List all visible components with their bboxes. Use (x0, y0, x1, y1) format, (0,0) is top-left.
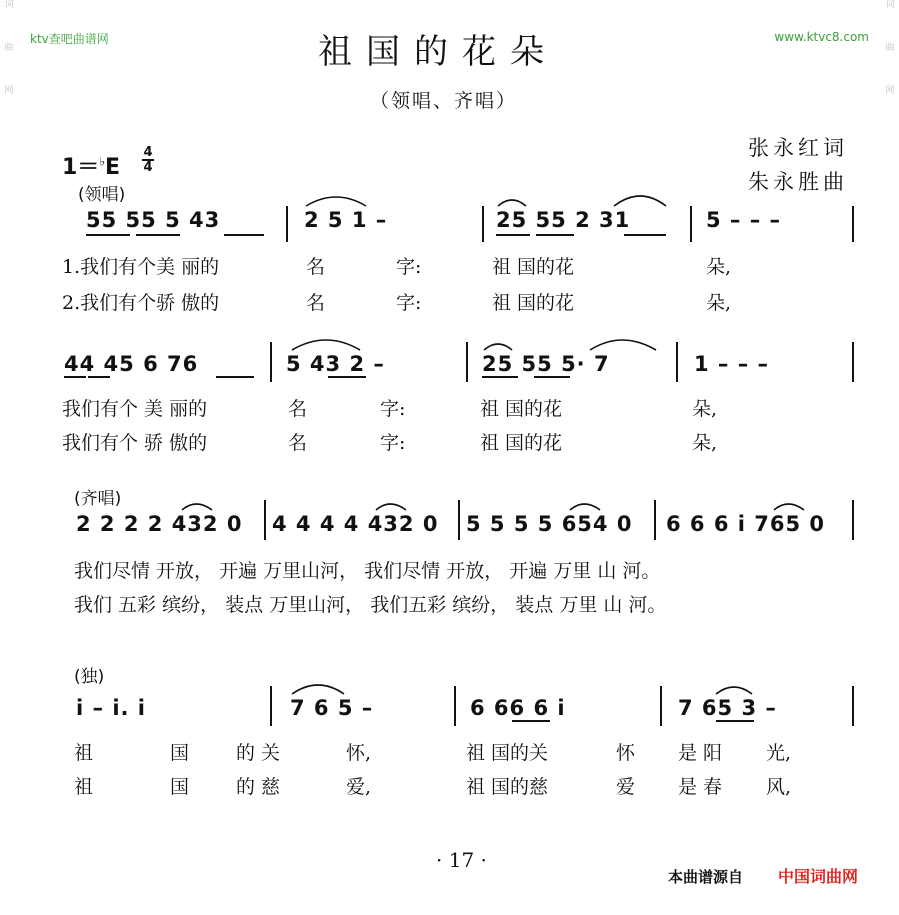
site-right-label[interactable]: www.ktvc8.com (774, 30, 869, 44)
lyric-verse2: 爱, (346, 776, 372, 798)
watermark-right: 词 曲 网 (885, 0, 895, 96)
notes-measure: 44 45 6 76 (64, 352, 199, 376)
lyric-verse1: 字: (396, 256, 422, 278)
lyric-verse1: 朵, (692, 398, 718, 420)
lyric-verse1: 字: (380, 398, 406, 420)
lyric-verse2: 名 (288, 432, 308, 454)
lyric-verse1: 国 (170, 742, 190, 764)
notes-measure: 7 65 3 – (678, 696, 777, 720)
notes-measure: 6 66 6 i (470, 696, 566, 720)
lyric-verse2: 祖 国的花 (492, 292, 575, 314)
time-signature: 4 4 (143, 145, 153, 175)
watermark-left: 词 曲 网 (4, 0, 14, 96)
notes-measure: 25 55 2 31 (496, 208, 631, 232)
notes-measure: 5 43 2 – (286, 352, 385, 376)
composer-credit: 朱永胜曲 (748, 170, 848, 194)
page-number: · 17 · (436, 848, 487, 872)
lyric-verse2: 朵, (692, 432, 718, 454)
lyric-verse1: 祖 国的花 (492, 256, 575, 278)
lyric-verse1: 祖 国的关 (466, 742, 549, 764)
lyric-verse2: 我们 五彩 缤纷， 装点 万里山河， 我们五彩 缤纷， 装点 万里 山 河。 (74, 594, 667, 616)
source-label: 本曲谱源自 (668, 868, 744, 886)
song-title: 祖国的花朵 (318, 32, 558, 72)
lyric-verse2: 祖 国的花 (480, 432, 563, 454)
notes-measure: 5 5 5 5 654 0 (466, 512, 633, 536)
section-label-solo: (独) (74, 667, 105, 687)
lyric-verse1: 是 阳 (678, 742, 723, 764)
lyric-verse1: 怀 (616, 742, 636, 764)
source-brand-link[interactable]: 中国词曲网 (778, 867, 859, 886)
lyric-verse1: 光, (766, 742, 792, 764)
key-signature: 1＝♭E (62, 154, 121, 180)
lyric-verse1: 1.我们有个美 丽的 (62, 256, 220, 278)
notes-measure: 2 2 2 2 432 0 (76, 512, 243, 536)
lyric-verse1: 名 (306, 256, 326, 278)
lyric-verse2: 我们有个 骄 傲的 (62, 432, 208, 454)
lyric-verse2: 名 (306, 292, 326, 314)
notes-measure: 7 6 5 – (290, 696, 374, 720)
lyric-verse2: 字: (380, 432, 406, 454)
lyric-verse1: 祖 国的花 (480, 398, 563, 420)
lyric-verse2: 祖 国的慈 (466, 776, 549, 798)
lyric-verse2: 国 (170, 776, 190, 798)
notes-measure: 6 6 6 i 765 0 (666, 512, 826, 536)
notes-measure: 5 – – – (706, 208, 782, 232)
notes-measure: 1 – – – (694, 352, 770, 376)
notes-measure: i – i. i (76, 696, 147, 720)
section-label-lead: (领唱) (78, 185, 126, 205)
notes-measure: 2 5 1 – (304, 208, 388, 232)
site-left-label[interactable]: ktv查吧曲谱网 (30, 32, 109, 46)
lyric-verse2: 爱 (616, 776, 636, 798)
song-subtitle: （领唱、齐唱） (370, 90, 518, 112)
lyric-verse2: 祖 (74, 776, 94, 798)
section-label-chorus: (齐唱) (74, 489, 122, 509)
lyric-verse2: 朵, (706, 292, 732, 314)
lyric-verse1: 我们尽情 开放， 开遍 万里山河， 我们尽情 开放， 开遍 万里 山 河。 (74, 560, 661, 582)
lyric-verse1: 怀, (346, 742, 372, 764)
lyric-verse2: 的 慈 (236, 776, 281, 798)
lyric-verse1: 祖 (74, 742, 94, 764)
lyric-verse2: 风, (766, 776, 792, 798)
lyric-verse2: 是 春 (678, 776, 723, 798)
lyric-verse1: 名 (288, 398, 308, 420)
notes-measure: 4 4 4 4 432 0 (272, 512, 439, 536)
lyric-verse1: 朵, (706, 256, 732, 278)
lyric-verse2: 2.我们有个骄 傲的 (62, 292, 220, 314)
lyric-verse2: 字: (396, 292, 422, 314)
lyric-verse1: 我们有个 美 丽的 (62, 398, 208, 420)
lyric-verse1: 的 关 (236, 742, 281, 764)
lyricist-credit: 张永红词 (748, 136, 848, 160)
notes-measure: 55 55 5 43 (86, 208, 221, 232)
notes-measure: 25 55 5· 7 (482, 352, 610, 376)
